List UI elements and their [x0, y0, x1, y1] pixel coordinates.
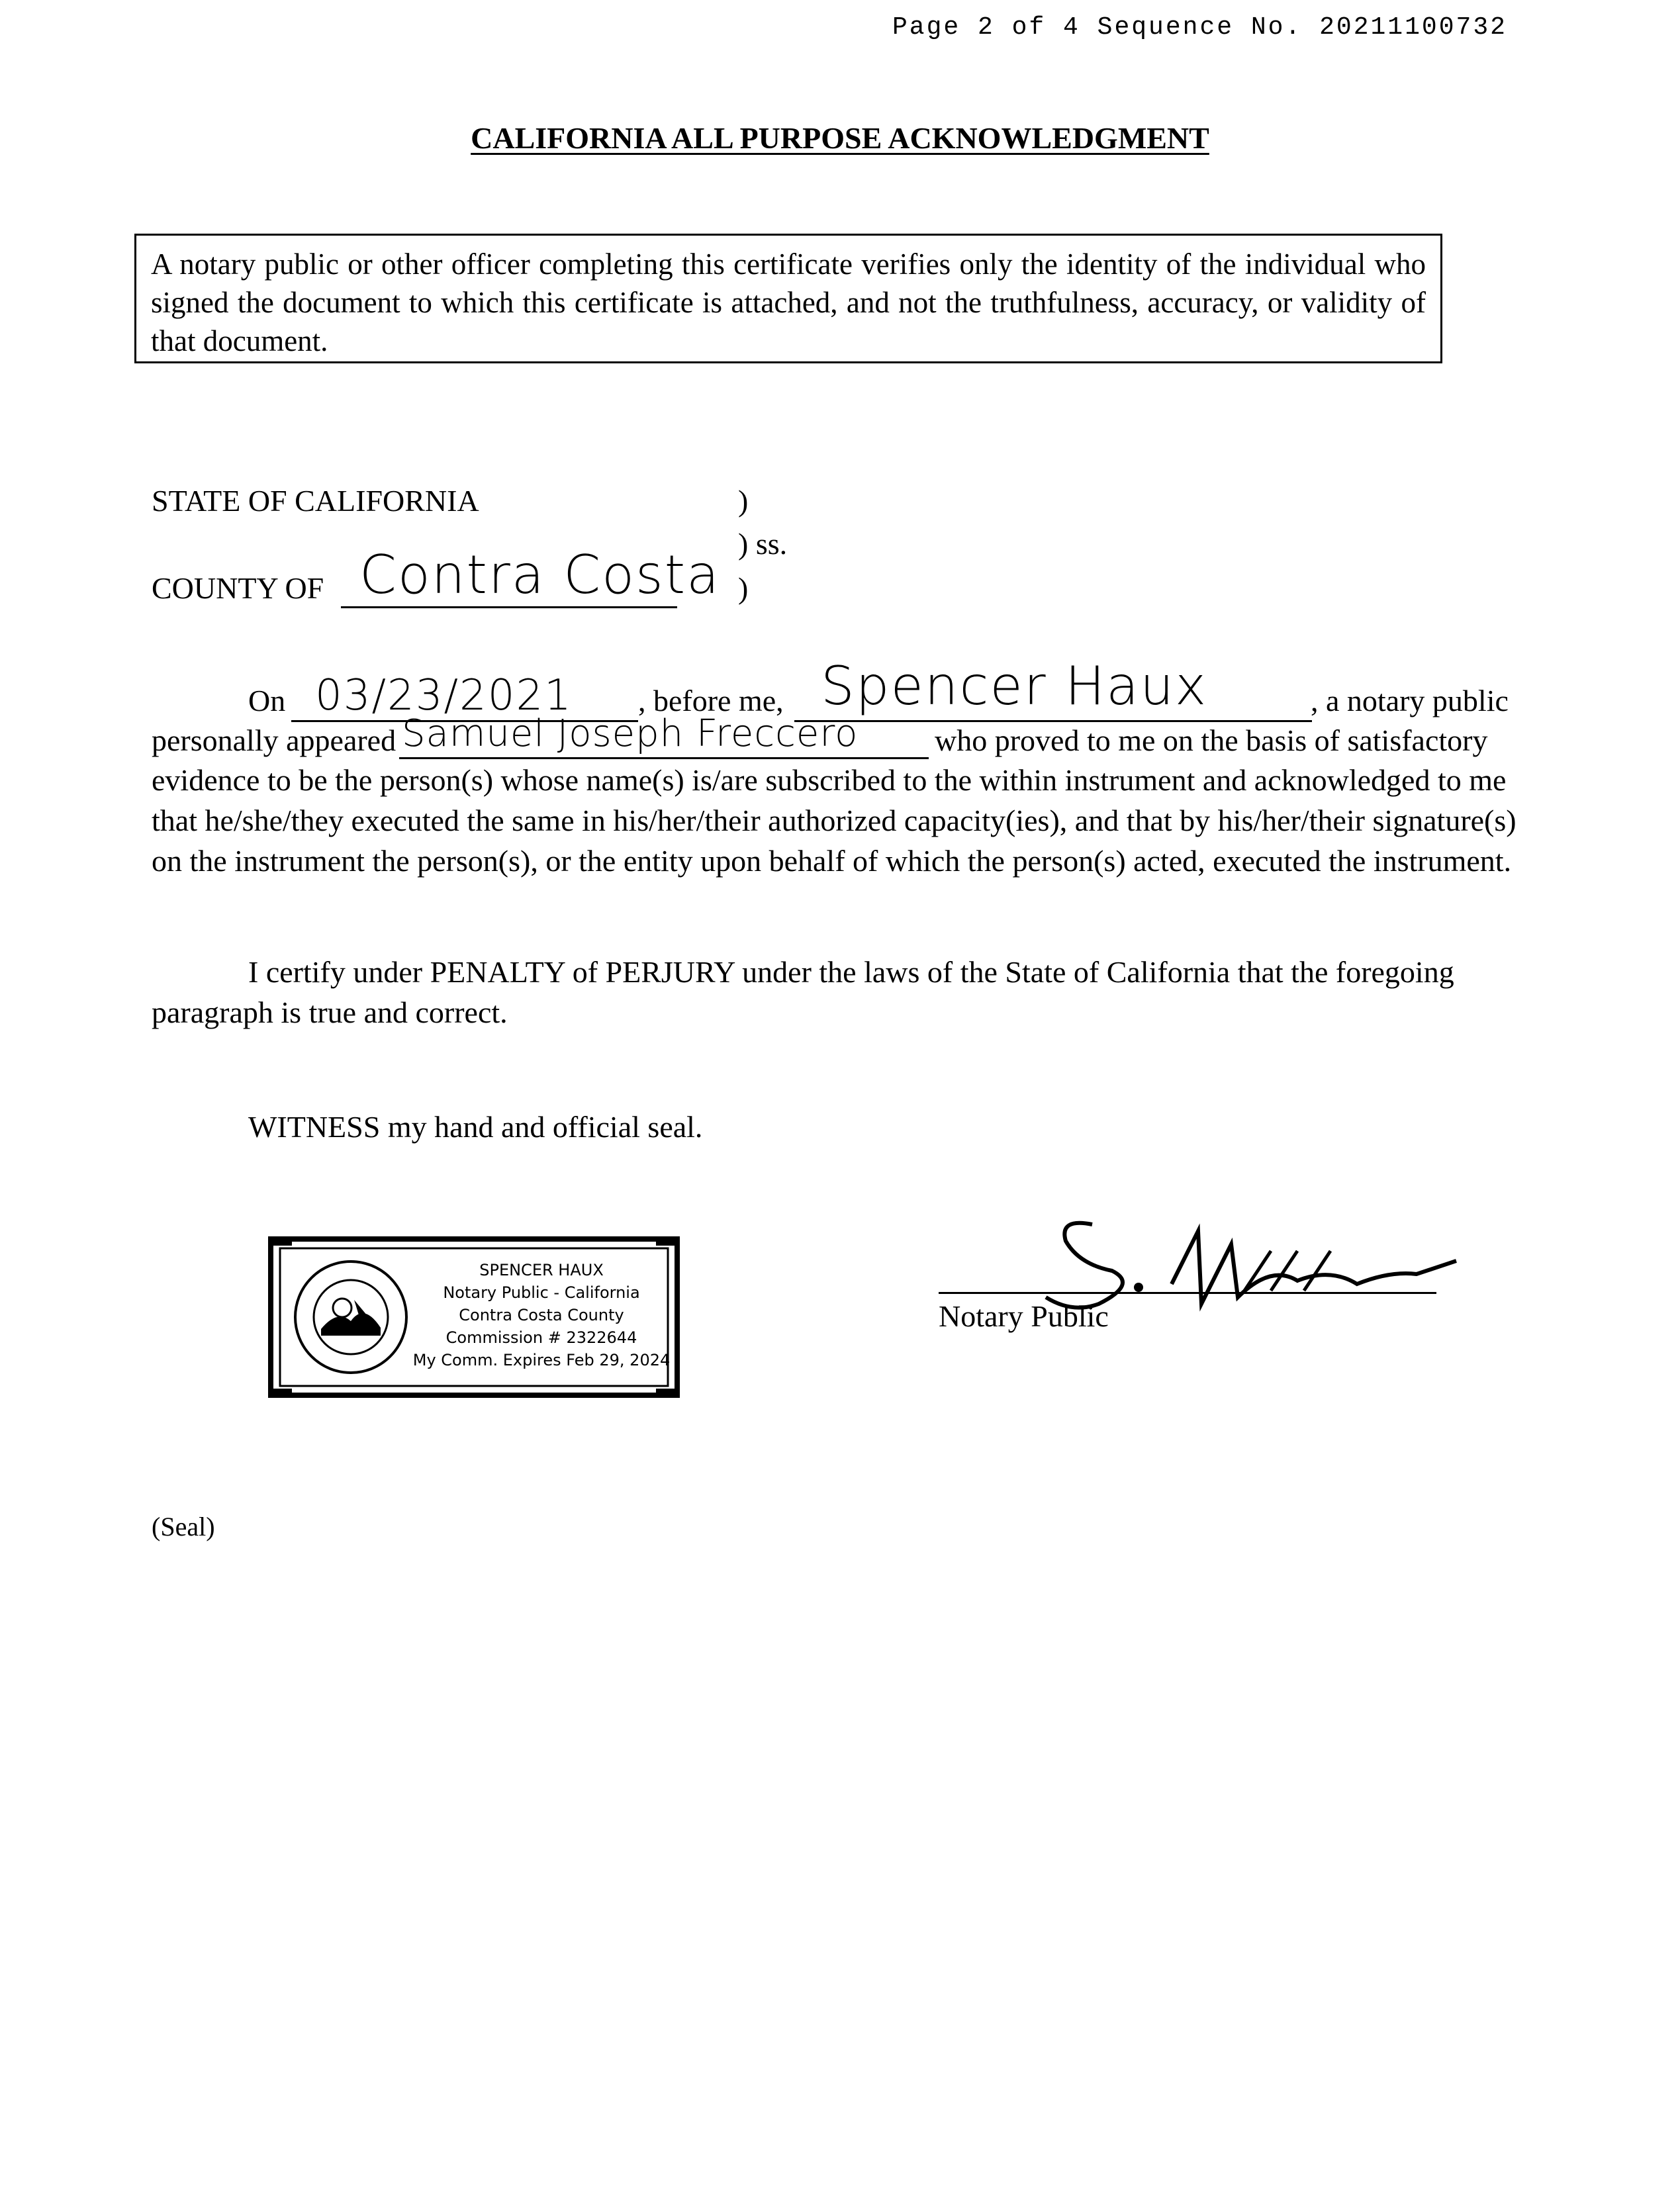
county-label: COUNTY OF: [152, 571, 324, 605]
document-title: CALIFORNIA ALL PURPOSE ACKNOWLEDGMENT: [471, 121, 1209, 155]
stamp-commission: Commission # 2322644: [445, 1328, 637, 1347]
great-seal-icon: [295, 1262, 406, 1373]
venue-paren-ss: ) ss.: [738, 527, 788, 561]
county-field: [341, 543, 721, 608]
notary-name-handwritten: Spencer Haux: [821, 655, 1208, 717]
acknowledgment-body: evidence to be the person(s) whose name(s) is/are subscribed to the within instrument and acknowledged to me that he/she/they executed the same in his/her/their authorized capacity(ies), and that by his/her/their signature(s) on the instrument the person(s), or the entity upon behalf of which the person(s) acted, executed the instrument.: [152, 763, 1517, 878]
certification-paragraph: I certify under PENALTY of PERJURY under the laws of the State of California that the foregoing paragraph is true and correct.: [152, 955, 1454, 1029]
signature-line: [939, 1292, 1436, 1294]
notary-public-signature-label: Notary Public: [939, 1299, 1109, 1333]
stamp-title: Notary Public - California: [443, 1283, 640, 1302]
stamp-text: [412, 1259, 671, 1371]
witness-line: WITNESS my hand and official seal.: [248, 1110, 703, 1144]
notary-name-field: [794, 655, 1312, 722]
county-handwritten: Contra Costa: [359, 544, 721, 606]
venue-paren-3: ): [738, 571, 749, 605]
notary-stamp: [268, 1236, 680, 1398]
signer-field: [399, 712, 929, 759]
page-sequence-header: Page 2 of 4 Sequence No. 20211100732: [892, 13, 1507, 42]
stamp-expires: My Comm. Expires Feb 29, 2024: [412, 1351, 671, 1369]
state-label: STATE OF CALIFORNIA: [152, 484, 479, 518]
signer-handwritten: Samuel Joseph Freccero: [402, 712, 859, 755]
venue-paren-1: ): [738, 484, 749, 518]
date-handwritten: 03/23/2021: [315, 671, 573, 720]
stamp-county: Contra Costa County: [459, 1306, 624, 1324]
notice-box: A notary public or other officer completing this certificate verifies only the identity of the individual who signed the document to which this certificate is attached, and not the truthfulness, accuracy, or validity of that document.: [134, 234, 1442, 363]
seal-label: (Seal): [152, 1512, 215, 1541]
before-me-label: , before me,: [638, 684, 784, 717]
notary-public-label: , a notary public: [1311, 684, 1509, 717]
on-label: On: [248, 684, 286, 717]
personally-appeared-label: personally appeared: [152, 723, 397, 757]
body-first-line-end: who proved to me on the basis of satisfactory: [935, 723, 1488, 757]
stamp-name: SPENCER HAUX: [479, 1261, 604, 1279]
